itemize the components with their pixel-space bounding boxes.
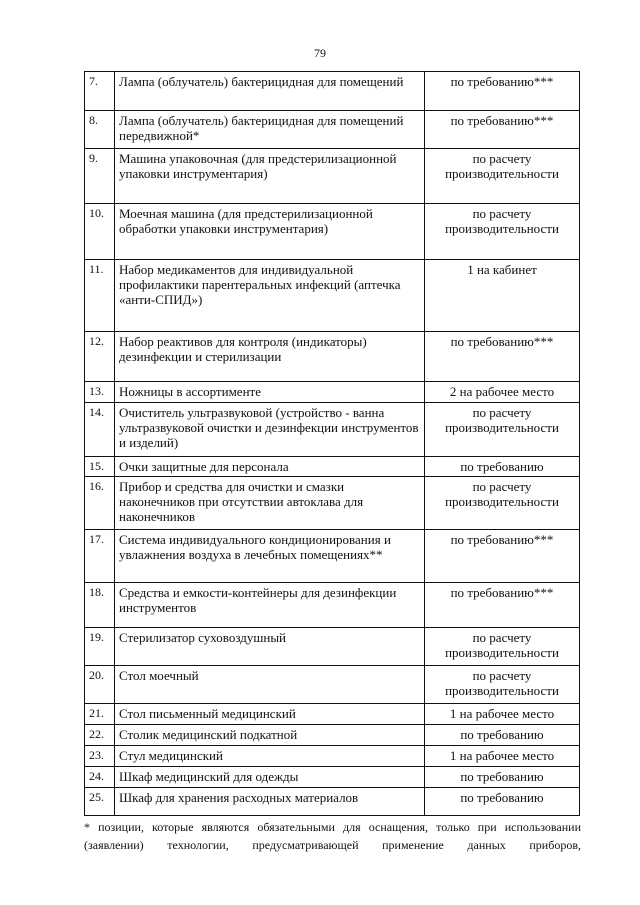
item-name: Ножницы в ассортименте — [115, 382, 425, 403]
item-name: Стерилизатор суховоздушный — [115, 628, 425, 666]
page-number: 79 — [314, 46, 326, 60]
item-name: Стол письменный медицинский — [115, 704, 425, 725]
table-row — [85, 332, 580, 382]
table-row — [85, 788, 580, 816]
item-name: Прибор и средства для очистки и смазки наконечников при отсутствии автоклава для наконечников — [115, 477, 425, 530]
footnote: * позиции, которые являются обязательными для оснащения, только при использовании (заявлении) технологии, предусматривающей применение данных приборов, — [84, 820, 581, 852]
item-quantity: по расчету производительности — [425, 149, 580, 204]
table-row — [85, 457, 580, 477]
item-quantity: по требованию — [425, 788, 580, 816]
row-number: 25. — [85, 788, 115, 816]
row-number: 10. — [85, 204, 115, 260]
item-quantity: по требованию*** — [425, 72, 580, 111]
table-row — [85, 72, 580, 111]
table-row — [85, 111, 580, 149]
item-quantity: 1 на кабинет — [425, 260, 580, 332]
row-number: 23. — [85, 746, 115, 767]
row-number: 22. — [85, 725, 115, 746]
row-number: 13. — [85, 382, 115, 403]
item-quantity: по требованию — [425, 457, 580, 477]
item-name: Машина упаковочная (для предстерилизационной упаковки инструментария) — [115, 149, 425, 204]
row-number: 17. — [85, 530, 115, 583]
table-row — [85, 704, 580, 725]
table-row — [85, 746, 580, 767]
item-name: Система индивидуального кондиционирования и увлажнения воздуха в лечебных помещениях** — [115, 530, 425, 583]
item-quantity: по требованию*** — [425, 332, 580, 382]
item-name: Шкаф для хранения расходных материалов — [115, 788, 425, 816]
equipment-table — [84, 71, 580, 816]
row-number: 14. — [85, 403, 115, 457]
item-quantity: по требованию*** — [425, 111, 580, 149]
item-name: Очки защитные для персонала — [115, 457, 425, 477]
item-quantity: 2 на рабочее место — [425, 382, 580, 403]
table-row — [85, 530, 580, 583]
item-name: Моечная машина (для предстерилизационной обработки упаковки инструментария) — [115, 204, 425, 260]
table-row — [85, 628, 580, 666]
row-number: 11. — [85, 260, 115, 332]
item-name: Набор медикаментов для индивидуальной профилактики парентеральных инфекций (аптечка «анти-СПИД») — [115, 260, 425, 332]
item-quantity: по требованию — [425, 767, 580, 788]
item-name: Очиститель ультразвуковой (устройство - ванна ультразвуковой очистки и дезинфекции инструментов и изделий) — [115, 403, 425, 457]
item-name: Стол моечный — [115, 666, 425, 704]
table-row — [85, 583, 580, 628]
item-quantity: по расчету производительности — [425, 403, 580, 457]
row-number: 21. — [85, 704, 115, 725]
item-name: Стул медицинский — [115, 746, 425, 767]
table-row — [85, 403, 580, 457]
row-number: 19. — [85, 628, 115, 666]
item-quantity: 1 на рабочее место — [425, 746, 580, 767]
item-quantity: по требованию — [425, 725, 580, 746]
item-name: Шкаф медицинский для одежды — [115, 767, 425, 788]
item-quantity: 1 на рабочее место — [425, 704, 580, 725]
table-row — [85, 767, 580, 788]
row-number: 20. — [85, 666, 115, 704]
row-number: 9. — [85, 149, 115, 204]
table-row — [85, 477, 580, 530]
row-number: 8. — [85, 111, 115, 149]
table-row — [85, 382, 580, 403]
item-quantity: по требованию*** — [425, 583, 580, 628]
item-quantity: по расчету производительности — [425, 628, 580, 666]
row-number: 24. — [85, 767, 115, 788]
row-number: 15. — [85, 457, 115, 477]
table-row — [85, 725, 580, 746]
table-row — [85, 204, 580, 260]
table-row — [85, 149, 580, 204]
item-name: Столик медицинский подкатной — [115, 725, 425, 746]
item-quantity: по расчету производительности — [425, 204, 580, 260]
row-number: 18. — [85, 583, 115, 628]
row-number: 16. — [85, 477, 115, 530]
item-name: Лампа (облучатель) бактерицидная для помещений — [115, 72, 425, 111]
table-row — [85, 260, 580, 332]
table-row — [85, 666, 580, 704]
item-quantity: по требованию*** — [425, 530, 580, 583]
item-quantity: по расчету производительности — [425, 666, 580, 704]
row-number: 7. — [85, 72, 115, 111]
item-name: Лампа (облучатель) бактерицидная для помещений передвижной* — [115, 111, 425, 149]
row-number: 12. — [85, 332, 115, 382]
item-quantity: по расчету производительности — [425, 477, 580, 530]
item-name: Средства и емкости-контейнеры для дезинфекции инструментов — [115, 583, 425, 628]
item-name: Набор реактивов для контроля (индикаторы) дезинфекции и стерилизации — [115, 332, 425, 382]
